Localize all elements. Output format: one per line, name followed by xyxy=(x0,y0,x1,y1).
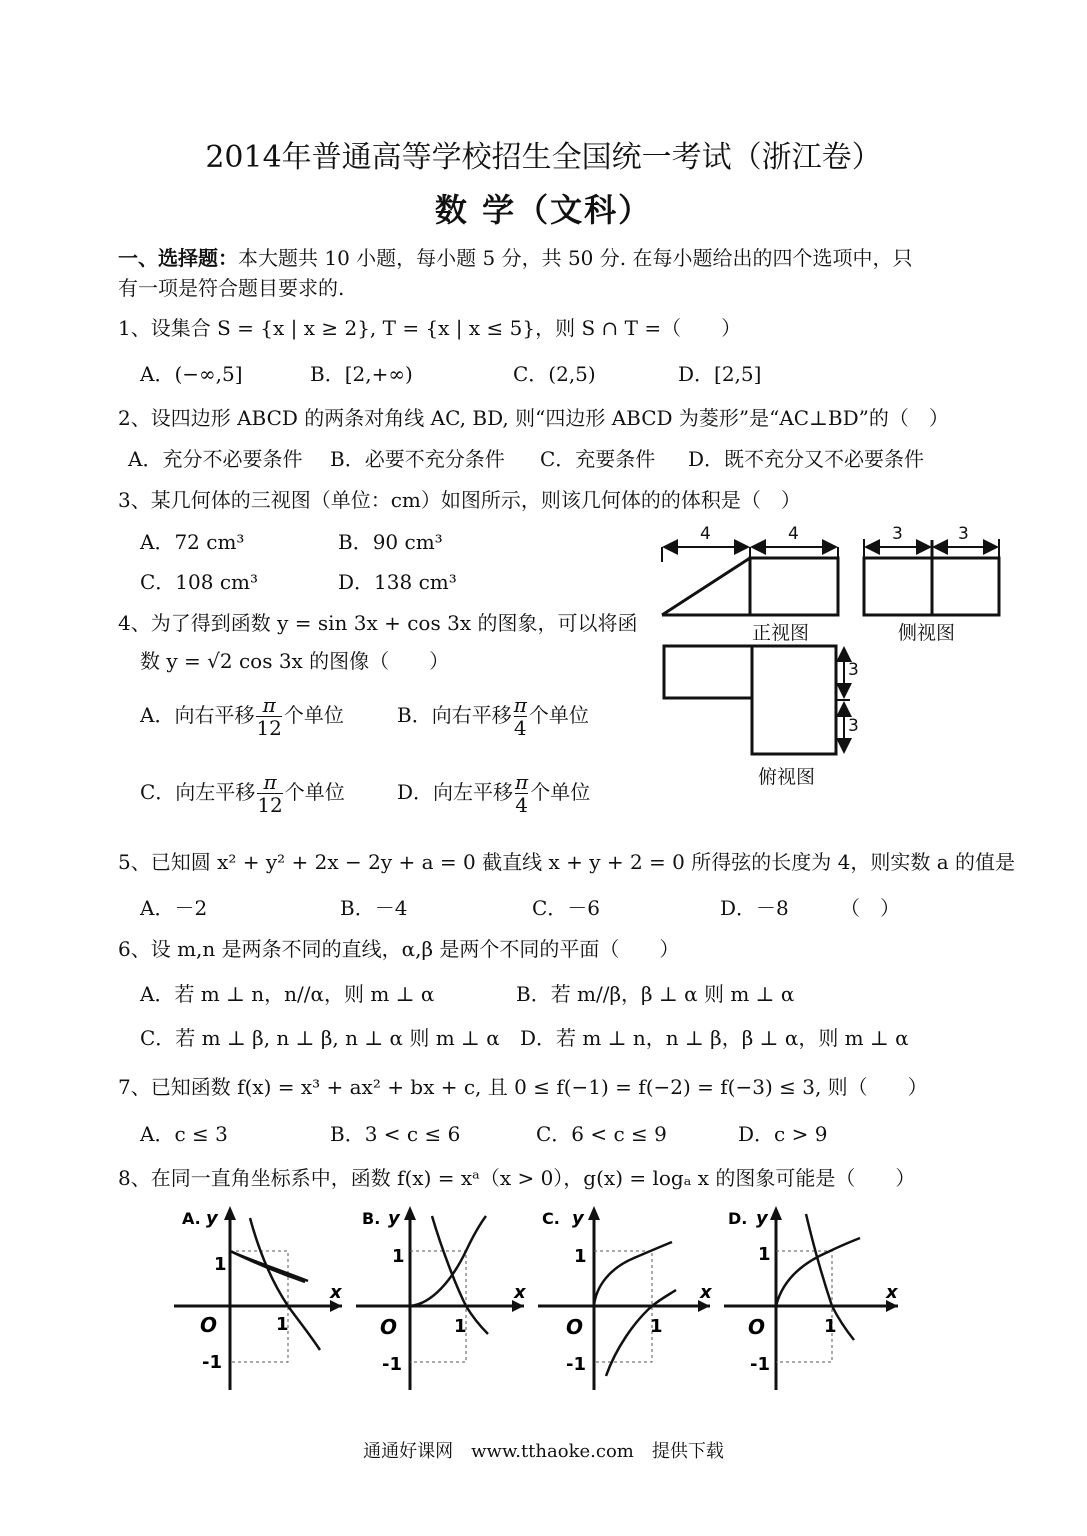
graph-d-label: D. xyxy=(728,1209,748,1228)
graph-a-y-label: y xyxy=(206,1208,218,1229)
q3-option-d: D．138 cm³ xyxy=(338,570,457,594)
graph-a-tick-neg1: -1 xyxy=(202,1352,222,1373)
dim-front-right: 4 xyxy=(788,524,799,544)
front-view-label: 正视图 xyxy=(752,622,810,644)
graph-c-x-label: x xyxy=(700,1282,712,1303)
q1-option-a: A．(−∞,5] xyxy=(140,362,243,386)
q2-stem: 2、设四边形 ABCD 的两条对角线 AC, BD, 则“四边形 ABCD 为菱形”是“AC⊥BD”的（ ） xyxy=(118,406,949,430)
q2-option-b: B．必要不充分条件 xyxy=(330,447,505,471)
q7-stem: 7、已知函数 f(x) = x³ + ax² + bx + c, 且 0 ≤ f(−1) = f(−2) = f(−3) ≤ 3, 则（ ） xyxy=(118,1075,928,1099)
section-heading: 一、选择题： xyxy=(118,246,238,270)
q6-option-d: D．若 m ⊥ n，n ⊥ β，β ⊥ α，则 m ⊥ α xyxy=(520,1026,909,1050)
dim-top-lower: 3 xyxy=(848,716,859,736)
q2-option-a: A．充分不必要条件 xyxy=(128,447,303,471)
q4-stem-b: 数 y = √2 cos 3x 的图像（ ） xyxy=(140,649,450,673)
q3-option-a: A．72 cm³ xyxy=(140,530,245,554)
dim-side-left: 3 xyxy=(892,524,903,544)
q8-stem: 8、在同一直角坐标系中，函数 f(x) = xᵃ（x > 0），g(x) = logₐ x 的图象可能是（ ） xyxy=(118,1166,916,1190)
graph-d-origin: O xyxy=(748,1315,766,1339)
graph-a-origin: O xyxy=(200,1313,218,1337)
exam-title: 2014年普通高等学校招生全国统一考试（浙江卷） xyxy=(205,140,882,175)
graph-b-y-label: y xyxy=(388,1208,400,1229)
graph-d-tick-x1: 1 xyxy=(824,1316,837,1337)
section-intro: 本大题共 10 小题，每小题 5 分，共 50 分. 在每小题给出的四个选项中，只 xyxy=(238,246,913,270)
front-view xyxy=(662,547,838,615)
q4-option-b: B．向右平移 $\frac{\pi}{4}$ 个单位 xyxy=(397,693,589,740)
q4-option-c: C．向左平移 $\frac{\pi}{12}$ 个单位 xyxy=(140,770,345,817)
q4-stem-a: 4、为了得到函数 y = sin 3x + cos 3x 的图象，可以将函 xyxy=(118,611,638,635)
q5-answer-paren: （ ） xyxy=(840,896,900,920)
three-view-figure xyxy=(650,520,1010,790)
graph-c-label: C. xyxy=(542,1209,560,1228)
q7-option-d: D．c > 9 xyxy=(738,1122,828,1146)
graph-a-tick-y1: 1 xyxy=(214,1254,227,1275)
top-view-label: 俯视图 xyxy=(758,766,816,788)
side-view-label: 侧视图 xyxy=(898,622,956,644)
graph-c-origin: O xyxy=(566,1315,584,1339)
q5-option-c: C．－6 xyxy=(532,896,601,920)
q4-option-d: D．向左平移 $\frac{\pi}{4}$ 个单位 xyxy=(397,770,591,817)
graph-a-x-label: x xyxy=(330,1282,342,1303)
q8-graph-d xyxy=(720,1200,906,1395)
dim-front-left: 4 xyxy=(700,524,711,544)
q7-option-c: C．6 < c ≤ 9 xyxy=(536,1122,667,1146)
graph-c-tick-x1: 1 xyxy=(650,1316,663,1337)
graph-c-y-label: y xyxy=(572,1208,584,1229)
q2-option-c: C．充要条件 xyxy=(540,447,656,471)
graph-c-tick-neg1: -1 xyxy=(566,1354,586,1375)
graph-d-y-label: y xyxy=(756,1208,768,1229)
section-intro-line2: 有一项是符合题目要求的. xyxy=(118,276,345,300)
q6-stem: 6、设 m,n 是两条不同的直线，α,β 是两个不同的平面（ ） xyxy=(118,937,680,961)
graph-d-x-label: x xyxy=(886,1282,898,1303)
q7-option-b: B．3 < c ≤ 6 xyxy=(330,1122,461,1146)
q5-option-d: D．－8 xyxy=(720,896,789,920)
q6-option-b: B．若 m//β，β ⊥ α 则 m ⊥ α xyxy=(516,982,795,1006)
q1-option-d: D．[2,5] xyxy=(678,362,762,386)
exam-subtitle: 数 学（文科） xyxy=(434,191,653,229)
q1-stem: 1、设集合 S = {x | x ≥ 2}, T = {x | x ≤ 5}，则 S ∩ T =（ ） xyxy=(118,316,742,340)
q4-option-a: A．向右平移 $\frac{\pi}{12}$ 个单位 xyxy=(140,693,344,740)
q6-option-a: A．若 m ⊥ n，n//α，则 m ⊥ α xyxy=(140,982,435,1006)
graph-b-label: B. xyxy=(362,1209,381,1228)
graph-b-tick-neg1: -1 xyxy=(382,1354,402,1375)
q1-option-c: C．(2,5) xyxy=(513,362,596,386)
section-intro-line1 xyxy=(118,242,912,271)
q6-option-c: C．若 m ⊥ β, n ⊥ β, n ⊥ α 则 m ⊥ α xyxy=(140,1026,500,1050)
side-view xyxy=(864,539,999,615)
graph-b-origin: O xyxy=(380,1315,398,1339)
q5-option-a: A．－2 xyxy=(140,896,208,920)
graph-d-tick-neg1: -1 xyxy=(750,1354,770,1375)
dim-top-upper: 3 xyxy=(848,660,859,680)
q3-option-b: B．90 cm³ xyxy=(338,530,443,554)
q8-graph-c xyxy=(534,1200,718,1395)
q8-graph-a xyxy=(170,1200,350,1395)
q7-option-a: A．c ≤ 3 xyxy=(140,1122,228,1146)
q3-stem: 3、某几何体的三视图（单位：cm）如图所示，则该几何体的的体积是（ ） xyxy=(118,488,801,512)
q8-graph-b xyxy=(352,1200,532,1395)
graph-b-x-label: x xyxy=(514,1282,526,1303)
top-view xyxy=(664,646,850,754)
footer-source: 通通好课网 www.tthaoke.com 提供下载 xyxy=(363,1441,724,1462)
graph-b-tick-y1: 1 xyxy=(392,1246,405,1267)
q2-option-d: D．既不充分又不必要条件 xyxy=(688,447,925,471)
graph-d-tick-y1: 1 xyxy=(758,1244,771,1265)
q5-stem: 5、已知圆 x² + y² + 2x − 2y + a = 0 截直线 x + y + 2 = 0 所得弦的长度为 4，则实数 a 的值是 xyxy=(118,850,1015,874)
graph-a-tick-x1: 1 xyxy=(276,1314,289,1335)
q1-option-b: B．[2,+∞) xyxy=(310,362,413,386)
graph-b-tick-x1: 1 xyxy=(454,1316,467,1337)
q5-option-b: B．－4 xyxy=(340,896,408,920)
graph-c-tick-y1: 1 xyxy=(574,1246,587,1267)
dim-side-right: 3 xyxy=(958,524,969,544)
q3-option-c: C．108 cm³ xyxy=(140,570,259,594)
graph-a-label: A. xyxy=(182,1209,201,1228)
